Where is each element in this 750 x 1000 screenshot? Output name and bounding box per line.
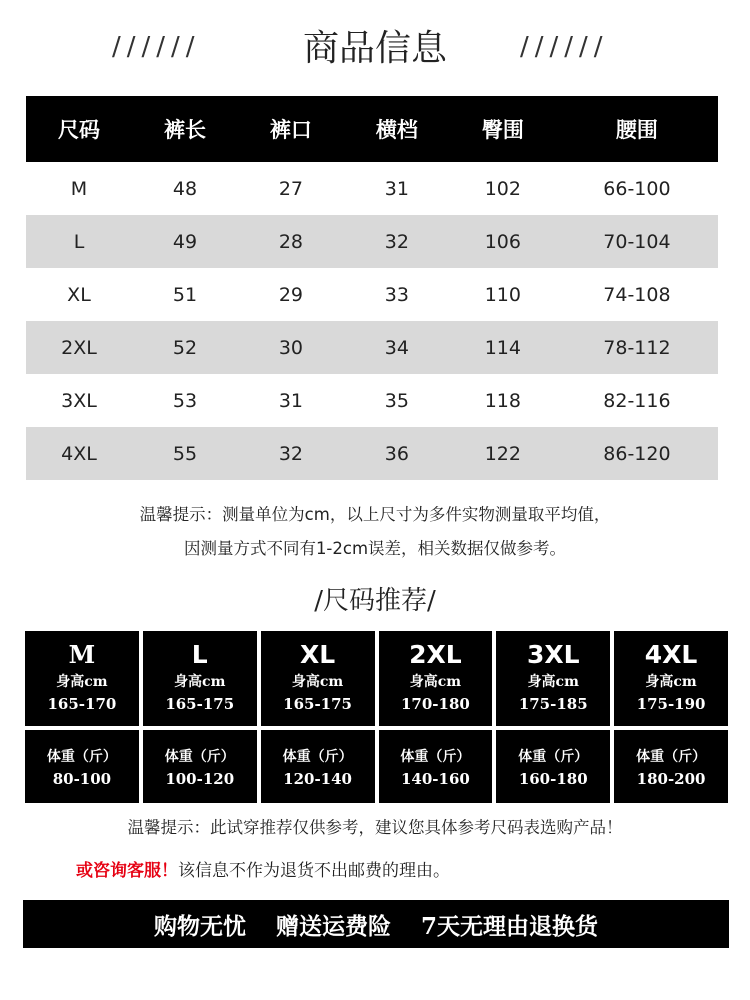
guarantee-worry-free: 购物无忧: [153, 912, 246, 940]
table-cell: M: [70, 177, 88, 200]
table-cell: XL: [67, 283, 91, 306]
table-cell: 122: [450, 427, 556, 480]
table-cell: 4XL: [26, 427, 132, 480]
height-label: 身高cm: [527, 674, 579, 690]
decorative-slashes-right: //////: [520, 32, 609, 62]
height-label: 身高cm: [291, 674, 344, 690]
recommend-size-label: M: [68, 640, 96, 669]
weight-range: 100-120: [165, 770, 235, 788]
header-cell-hem: 裤口: [238, 96, 344, 162]
recommend-weight-cell-xl: [261, 730, 375, 803]
table-row: [26, 268, 718, 321]
table-cell: 3XL: [61, 389, 97, 412]
weight-label: 体重（斤）: [282, 749, 353, 765]
height-label: 身高cm: [174, 674, 226, 690]
table-cell: 66-100: [603, 177, 671, 200]
header-cell-size: 尺码: [26, 96, 132, 162]
measurement-note-line2: 因测量方式不同有1-2cm误差，相关数据仅做参考。: [183, 539, 567, 558]
title-row: [0, 18, 750, 78]
recommend-size-label: 3XL: [526, 640, 580, 669]
recommend-weight-cell-4xl: [614, 730, 728, 803]
recommend-height-cell-3xl: [496, 631, 610, 726]
recommend-title: /尺码推荐/: [314, 586, 436, 616]
table-cell: 28: [238, 215, 344, 268]
weight-label: 体重（斤）: [518, 749, 589, 765]
recommend-height-cell-2xl: [379, 631, 493, 726]
table-cell: 35: [384, 389, 409, 412]
table-cell: 2XL: [26, 321, 132, 374]
weight-label: 体重（斤）: [400, 749, 471, 765]
table-cell: 32: [344, 215, 450, 268]
height-range: 170-180: [400, 695, 470, 713]
weight-label: 体重（斤）: [46, 749, 117, 765]
recommend-size-label: XL: [299, 640, 336, 669]
table-cell: 110: [484, 283, 521, 306]
recommend-weight-cell-2xl: [379, 730, 493, 803]
height-range: 175-185: [518, 695, 588, 713]
table-row: [26, 215, 718, 268]
header-cell-thigh: 横档: [344, 96, 450, 162]
table-cell: 32: [238, 427, 344, 480]
table-cell: 31: [278, 389, 304, 412]
height-range: 165-175: [165, 695, 235, 713]
recommend-height-cell-l: [143, 631, 257, 726]
table-cell: 70-104: [556, 215, 718, 268]
guarantee-shipping-insurance: 赠送运费险: [275, 912, 391, 940]
guarantee-7day-return: 7天无理由退换货: [420, 912, 598, 940]
table-cell: 36: [344, 427, 450, 480]
table-cell: 52: [132, 321, 238, 374]
size-table: [26, 96, 718, 480]
fit-recommend-note: 温馨提示：此试穿推荐仅供参考，建议您具体参考尺码表选购产品！: [127, 818, 623, 837]
table-row: [26, 427, 718, 480]
weight-range: 80-100: [52, 770, 112, 788]
height-range: 165-175: [283, 695, 352, 713]
header-cell-length: 裤长: [132, 96, 238, 162]
table-cell: 29: [278, 283, 304, 306]
table-cell: 27: [278, 177, 304, 200]
weight-label: 体重（斤）: [636, 749, 707, 765]
table-cell: 86-120: [556, 427, 718, 480]
table-cell: 114: [450, 321, 556, 374]
service-note: [76, 856, 450, 881]
service-note-text: 该信息不作为退货不出邮费的理由。: [178, 861, 450, 881]
weight-label: 体重（斤）: [164, 749, 235, 765]
measurement-note: [0, 498, 750, 566]
recommend-grid: [25, 631, 728, 803]
height-label: 身高cm: [645, 674, 697, 690]
decorative-slashes-left: //////: [112, 32, 201, 62]
table-row: [26, 374, 718, 427]
recommend-size-label: 2XL: [409, 640, 462, 669]
table-cell: 51: [172, 283, 198, 306]
guarantee-banner: [23, 900, 729, 948]
table-cell: 48: [172, 177, 198, 200]
header-cell-hip: 臀围: [450, 96, 556, 162]
table-cell: 53: [172, 389, 198, 412]
table-cell: 55: [132, 427, 238, 480]
table-cell: 74-108: [603, 283, 671, 306]
weight-range: 160-180: [518, 770, 588, 788]
recommend-height-cell-4xl: [614, 631, 728, 726]
recommend-weight-cell-3xl: [496, 730, 610, 803]
recommend-size-label: L: [191, 640, 208, 669]
header-cell-waist: 腰围: [556, 96, 718, 162]
page-title: 商品信息: [302, 28, 447, 69]
measurement-note-line1: 温馨提示：测量单位为cm，以上尺寸为多件实物测量取平均值，: [139, 505, 611, 524]
table-cell: 49: [132, 215, 238, 268]
table-cell: 31: [384, 177, 409, 200]
contact-service-highlight: 或咨询客服！: [76, 861, 178, 881]
table-cell: 34: [344, 321, 450, 374]
height-range: 165-170: [47, 695, 117, 713]
height-label: 身高cm: [409, 674, 462, 690]
table-cell: 82-116: [603, 389, 671, 412]
weight-range: 120-140: [283, 770, 352, 788]
table-cell: 118: [484, 389, 521, 412]
recommend-weight-cell-l: [143, 730, 257, 803]
table-row: [26, 321, 718, 374]
table-cell: L: [26, 215, 132, 268]
weight-range: 140-160: [400, 770, 470, 788]
height-range: 175-190: [636, 695, 706, 713]
table-cell: 102: [484, 177, 521, 200]
size-table-header-row: [26, 96, 718, 162]
table-cell: 106: [450, 215, 556, 268]
recommend-size-label: 4XL: [644, 640, 698, 669]
recommend-height-cell-m: [25, 631, 139, 726]
table-cell: 33: [384, 283, 409, 306]
recommend-weight-cell-m: [25, 730, 139, 803]
table-cell: 78-112: [556, 321, 718, 374]
table-row: [26, 162, 718, 215]
weight-range: 180-200: [636, 770, 706, 788]
height-label: 身高cm: [56, 674, 108, 690]
table-cell: 30: [238, 321, 344, 374]
recommend-height-cell-xl: [261, 631, 375, 726]
